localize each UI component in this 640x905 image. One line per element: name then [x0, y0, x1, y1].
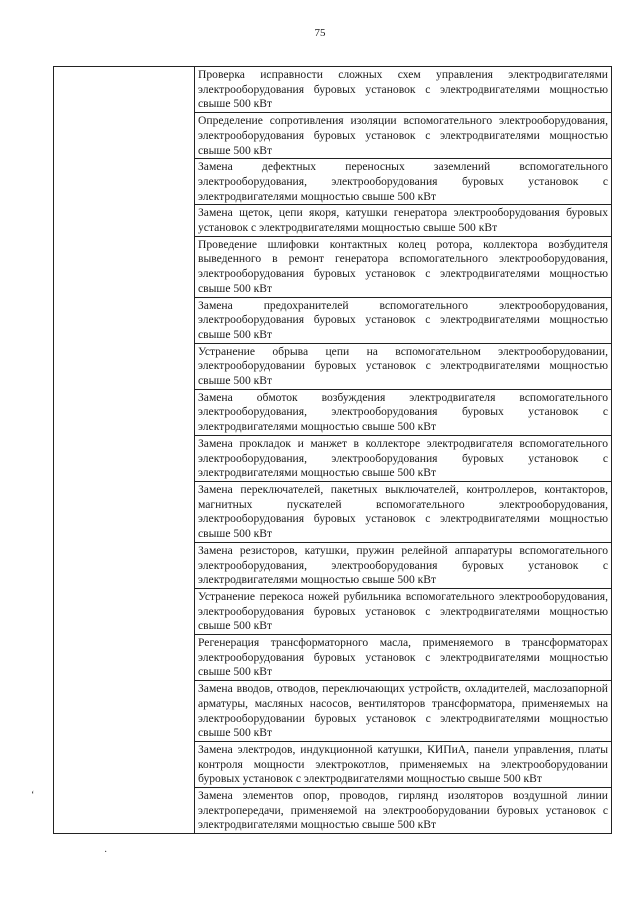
work-description-cell: Определение сопротивления изоляции вспомогательного электрооборудования, электрооборудования буровых установок с электродвигателями мощностью свыше 500 кВт: [195, 113, 612, 159]
table-body: [54, 67, 612, 834]
work-description-cell: Замена предохранителей вспомогательного электрооборудования, электрооборудования буровых установок с электродвигателями мощностью свыше 500 кВт: [195, 297, 612, 343]
scan-artifact-dot: ·: [104, 847, 108, 858]
work-description-cell: Проверка исправности сложных схем управления электродвигателями электрооборудования буровых установок с электродвигателями мощностью свыше 500 кВт: [195, 67, 612, 113]
left-column-cell: [54, 67, 195, 834]
work-list-table: [53, 66, 612, 834]
scan-artifact-mark: ‘: [31, 790, 35, 801]
work-description-cell: Устранение обрыва цепи на вспомогательном электрооборудовании, электрооборудовании буровых установок с электродвигателями мощностью свыше 500 кВт: [195, 343, 612, 389]
work-description-cell: Замена обмоток возбуждения электродвигателя вспомогательного электрооборудования, электрооборудования буровых установок с электродвигателями мощностью свыше 500 кВт: [195, 389, 612, 435]
work-description-cell: Замена элементов опор, проводов, гирлянд изоляторов воздушной линии электропередачи, применяемой на электрооборудовании буровых установок с электродвигателями мощностью свыше 500 кВт: [195, 788, 612, 834]
work-description-cell: Регенерация трансформаторного масла, применяемого в трансформаторах электрооборудования буровых установок с электродвигателями мощностью свыше 500 кВт: [195, 635, 612, 681]
work-description-cell: Проведение шлифовки контактных колец ротора, коллектора возбудителя выведенного в ремонт генератора вспомогательного электрооборудования, электрооборудования буровых установок с электродвигателями мощностью свыше 500 кВт: [195, 236, 612, 297]
work-description-cell: Замена резисторов, катушки, пружин релейной аппаратуры вспомогательного электрооборудования, электрооборудования буровых установок с электродвигателями мощностью свыше 500 кВт: [195, 542, 612, 588]
work-description-cell: Замена прокладок и манжет в коллекторе электродвигателя вспомогательного электрооборудования, электрооборудования буровых установок с электродвигателями мощностью свыше 500 кВт: [195, 435, 612, 481]
work-description-cell: Замена электродов, индукционной катушки, КИПиА, панели управления, платы контроля мощности электрокотлов, применяемых на электрооборудовании буровых установок с электродвигателями мощностью свыше 500 кВт: [195, 741, 612, 787]
work-description-cell: Замена вводов, отводов, переключающих устройств, охладителей, маслозапорной арматуры, масляных насосов, вентиляторов трансформатора, применяемых на электрооборудовании буровых установок с электродвигателями мощностью свыше 500 кВт: [195, 681, 612, 742]
work-description-cell: Устранение перекоса ножей рубильника вспомогательного электрооборудования, электрооборудования буровых установок с электродвигателями мощностью свыше 500 кВт: [195, 588, 612, 634]
work-description-cell: Замена дефектных переносных заземлений вспомогательного электрооборудования, электрооборудования буровых установок с электродвигателями мощностью свыше 500 кВт: [195, 159, 612, 205]
work-description-cell: Замена щеток, цепи якоря, катушки генератора электрооборудования буровых установок с электродвигателями мощностью свыше 500 кВт: [195, 205, 612, 236]
work-description-cell: Замена переключателей, пакетных выключателей, контроллеров, контакторов, магнитных пускателей вспомогательного электрооборудования, электрооборудования буровых установок с электродвигателями мощностью свыше 500 кВт: [195, 481, 612, 542]
page-number: 75: [314, 27, 326, 39]
table-row: [54, 67, 612, 113]
